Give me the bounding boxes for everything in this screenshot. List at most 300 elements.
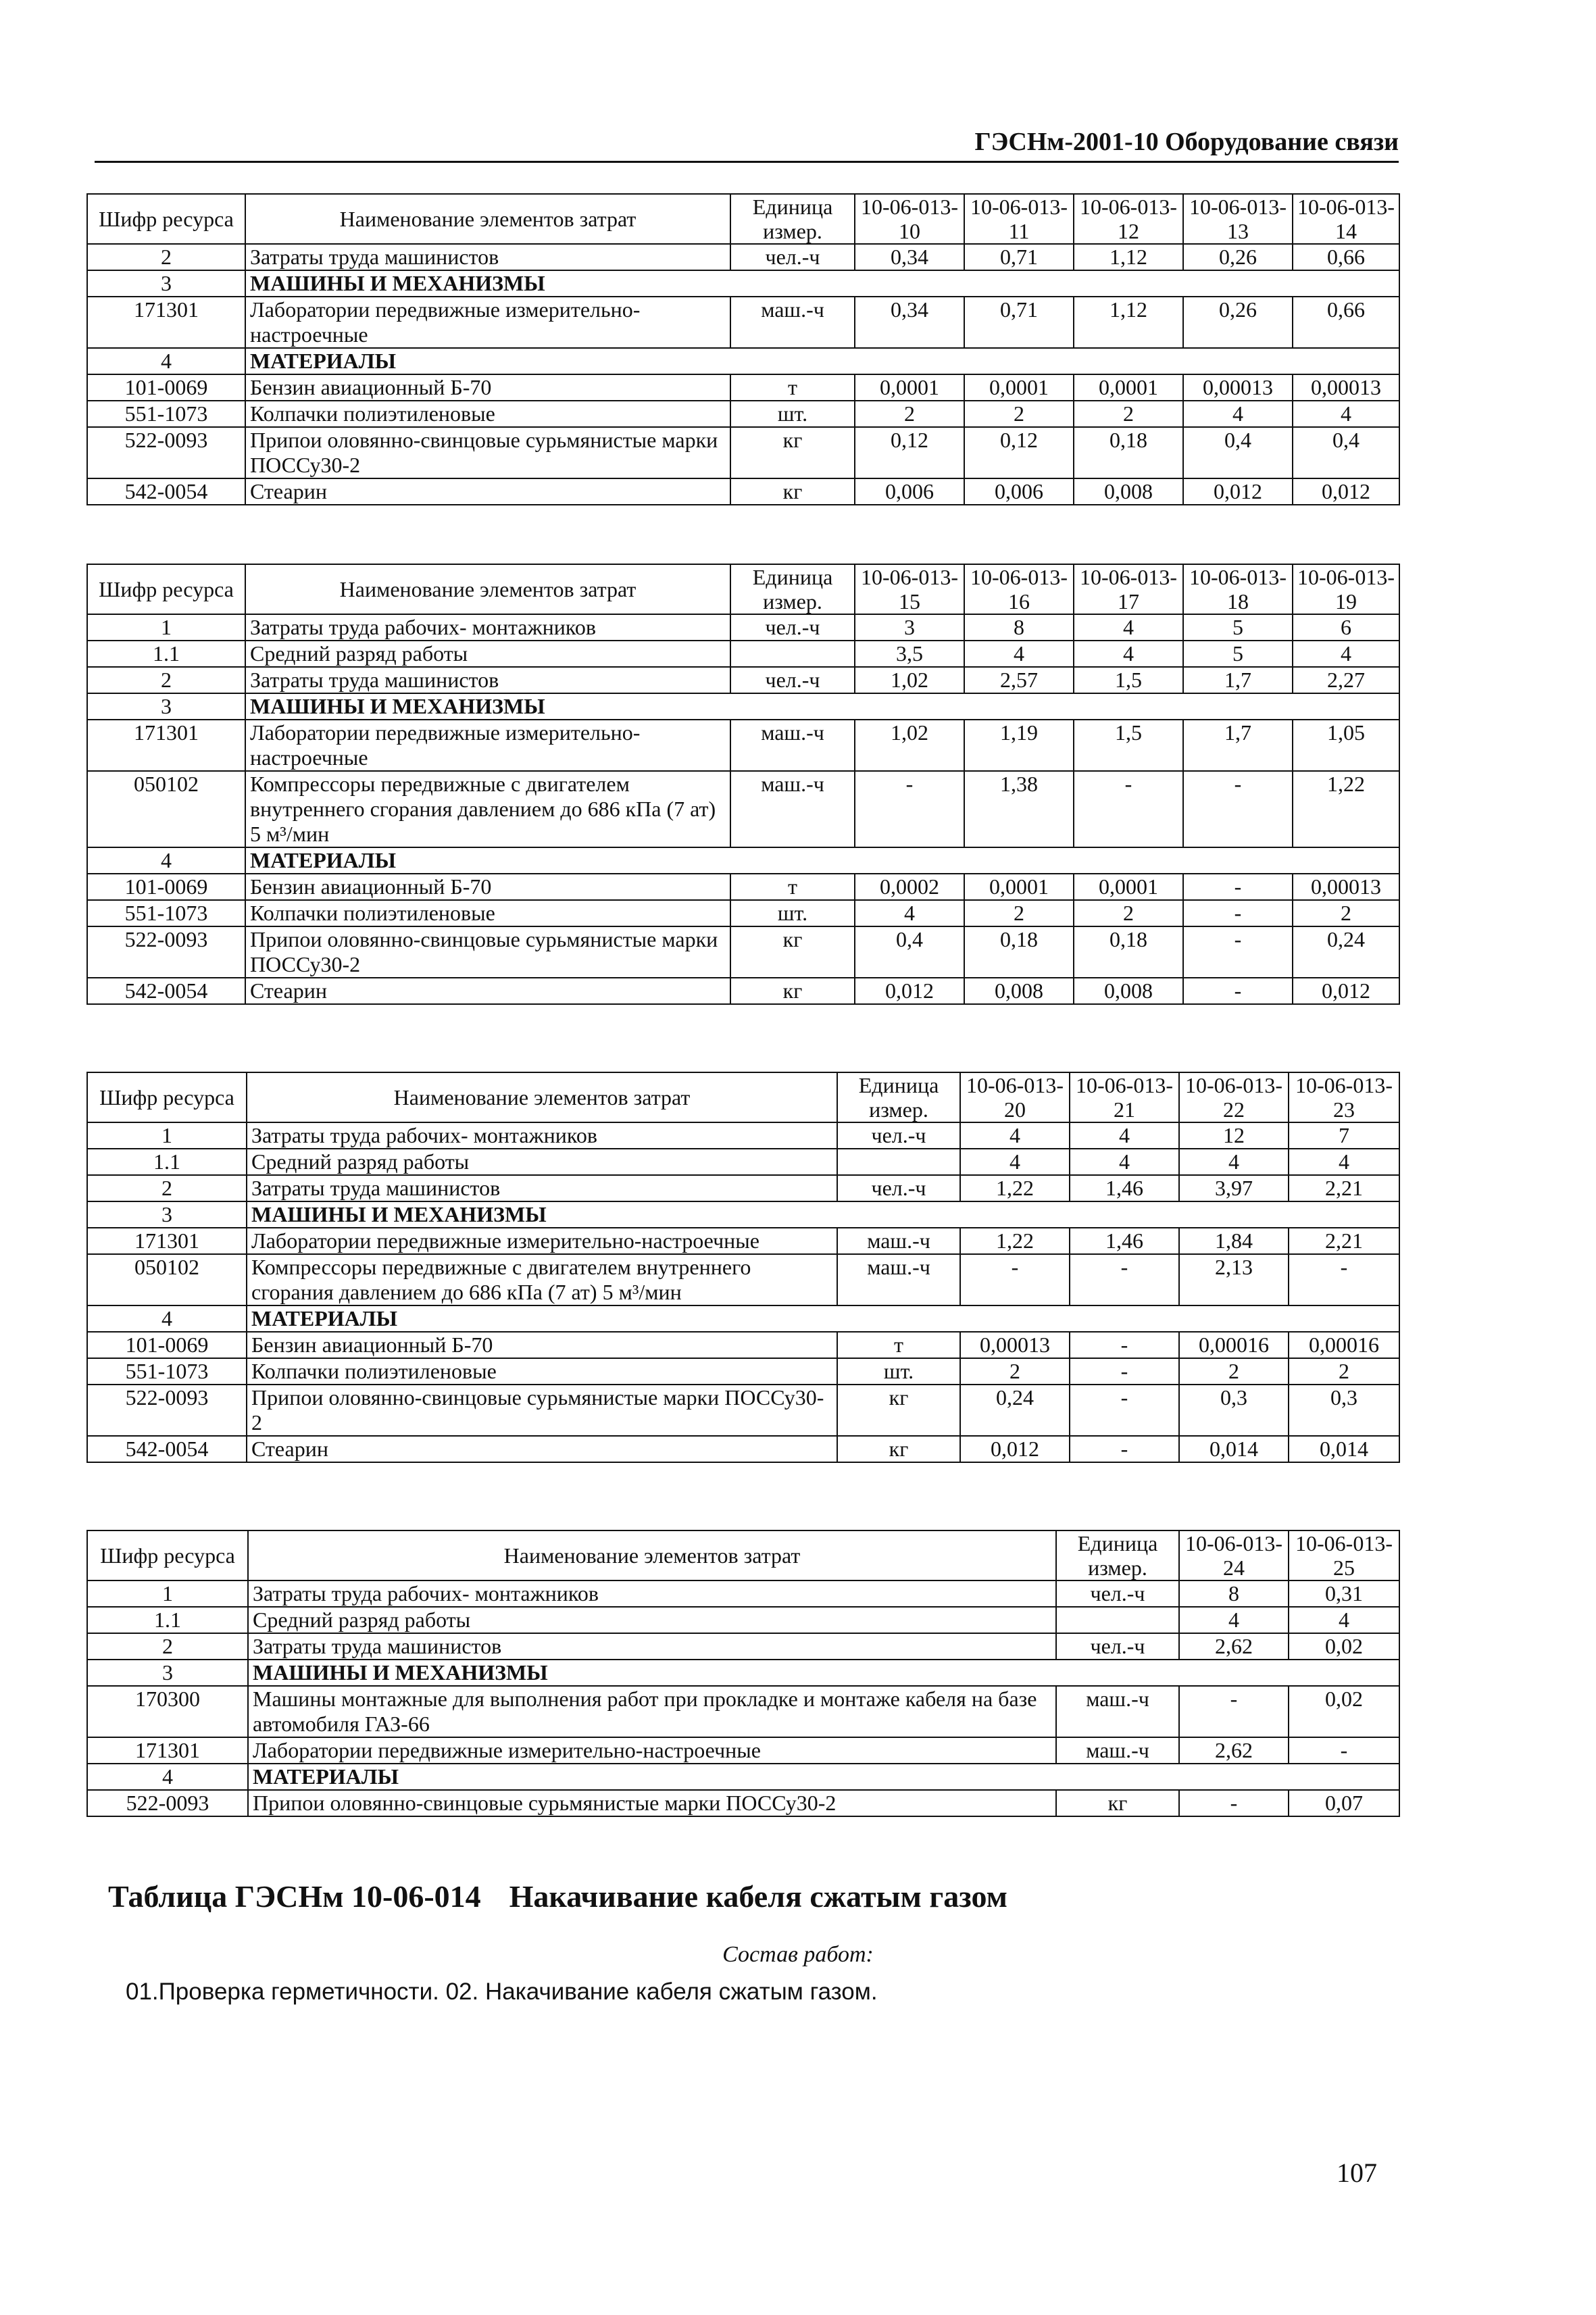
cell-value: 0,4 (1183, 427, 1293, 478)
cell-value: 1,84 (1179, 1228, 1289, 1254)
cell-value: 4 (1293, 641, 1399, 667)
table-row (87, 1607, 1399, 1633)
cell-value: 0,4 (855, 926, 964, 978)
cell-code: 050102 (87, 771, 245, 847)
cell-name: Машины монтажные для выполнения работ при прокладке и монтаже кабеля на базе автомобиля ГАЗ-66 (248, 1686, 1056, 1737)
cell-value: 0,31 (1289, 1580, 1399, 1607)
cell-name: Затраты труда машинистов (247, 1175, 837, 1201)
section-row (87, 348, 1399, 374)
cell-name: Колпачки полиэтиленовые (247, 1358, 837, 1385)
cell-value: 2 (1179, 1358, 1289, 1385)
table-title-name: Накачивание кабеля сжатым газом (509, 1879, 1007, 1914)
cell-unit (837, 1149, 960, 1175)
cell-unit: маш.-ч (1056, 1737, 1179, 1764)
cell-value: - (1074, 771, 1183, 847)
cell-value: 0,014 (1289, 1436, 1399, 1462)
cell-name: Средний разряд работы (247, 1149, 837, 1175)
table-row (87, 1633, 1399, 1660)
cell-unit: чел.-ч (1056, 1633, 1179, 1660)
cell-code: 101-0069 (87, 374, 245, 401)
cell-code: 3 (87, 270, 245, 297)
cell-name: Припои оловянно-свинцовые сурьмянистые марки ПОССу30-2 (245, 427, 730, 478)
cell-value: 0,00013 (1183, 374, 1293, 401)
cell-code: 522-0093 (87, 427, 245, 478)
cell-value: 2 (1074, 900, 1183, 926)
cell-unit: кг (730, 926, 855, 978)
cell-name: Средний разряд работы (248, 1607, 1056, 1633)
table-row (87, 771, 1399, 847)
cell-value: 4 (1070, 1149, 1179, 1175)
cell-value: - (1183, 978, 1293, 1004)
cell-name: Лаборатории передвижные измерительно-настроечные (245, 297, 730, 348)
table-row (87, 1149, 1399, 1175)
cell-name: Компрессоры передвижные с двигателем внутреннего сгорания давлением до 686 кПа (7 ат) 5 м³/мин (247, 1254, 837, 1305)
page-number: 107 (1337, 2158, 1377, 2188)
cell-unit: кг (837, 1436, 960, 1462)
cell-code: 050102 (87, 1254, 247, 1305)
col-header-unit: Единица измер. (1056, 1530, 1179, 1580)
col-header-unit: Единица измер. (730, 194, 855, 244)
cell-unit: кг (837, 1385, 960, 1436)
col-header-unit: Единица измер. (730, 564, 855, 614)
section-row (87, 1660, 1399, 1686)
col-header-name: Наименование элементов затрат (248, 1530, 1056, 1580)
cell-name: Затраты труда машинистов (245, 244, 730, 270)
cell-value: 4 (1074, 641, 1183, 667)
table-row (87, 244, 1399, 270)
table-row (87, 1332, 1399, 1358)
cell-value: 1,38 (964, 771, 1074, 847)
cell-value: 0,0001 (964, 374, 1074, 401)
cell-value: 0,008 (1074, 478, 1183, 505)
cell-value: 1,46 (1070, 1175, 1179, 1201)
works-text: 01.Проверка герметичности. 02. Накачивание кабеля сжатым газом. (126, 1978, 878, 2005)
cell-value: 3 (855, 614, 964, 641)
cell-value: 0,00013 (960, 1332, 1070, 1358)
cell-code: 1.1 (87, 1149, 247, 1175)
cell-value: - (1070, 1436, 1179, 1462)
cell-unit: кг (730, 978, 855, 1004)
col-header-code: Шифр ресурса (87, 1072, 247, 1122)
cell-value: 1,05 (1293, 720, 1399, 771)
cell-code: 171301 (87, 720, 245, 771)
cell-code: 3 (87, 693, 245, 720)
cell-unit: маш.-ч (730, 297, 855, 348)
cell-value: 0,012 (960, 1436, 1070, 1462)
cell-section-title: МАТЕРИАЛЫ (248, 1764, 1399, 1790)
cell-name: Лаборатории передвижные измерительно-настроечные (248, 1737, 1056, 1764)
section-row (87, 693, 1399, 720)
col-header-name: Наименование элементов затрат (247, 1072, 837, 1122)
cell-value: - (1183, 771, 1293, 847)
col-header-code: Шифр ресурса (87, 1530, 248, 1580)
cell-name: Бензин авиационный Б-70 (247, 1332, 837, 1358)
cell-code: 2 (87, 667, 245, 693)
cell-value: 0,07 (1289, 1790, 1399, 1816)
cell-section-title: МАШИНЫ И МЕХАНИЗМЫ (247, 1201, 1399, 1228)
cell-value: 1,22 (960, 1175, 1070, 1201)
cell-name: Затраты труда машинистов (245, 667, 730, 693)
cell-code: 522-0093 (87, 1385, 247, 1436)
cell-value: 0,006 (855, 478, 964, 505)
cell-value: 0,66 (1293, 297, 1399, 348)
cell-value: 0,012 (855, 978, 964, 1004)
cell-value: - (855, 771, 964, 847)
cell-value: 0,24 (1293, 926, 1399, 978)
table-row (87, 1175, 1399, 1201)
cell-value: - (1070, 1385, 1179, 1436)
cell-code: 522-0093 (87, 926, 245, 978)
cell-value: 0,0001 (964, 874, 1074, 900)
cell-code: 551-1073 (87, 401, 245, 427)
cell-value: - (1289, 1737, 1399, 1764)
cell-code: 2 (87, 1633, 248, 1660)
table-row (87, 1436, 1399, 1462)
cell-value: - (1179, 1686, 1289, 1737)
col-header-norm: 10-06-013-11 (964, 194, 1074, 244)
table-row (87, 1254, 1399, 1305)
cell-value: 0,02 (1289, 1686, 1399, 1737)
cell-code: 171301 (87, 1228, 247, 1254)
cell-value: 1,46 (1070, 1228, 1179, 1254)
cell-code: 4 (87, 348, 245, 374)
cell-code: 1.1 (87, 1607, 248, 1633)
cell-value: 6 (1293, 614, 1399, 641)
section-row (87, 1305, 1399, 1332)
cell-value: 4 (1074, 614, 1183, 641)
cell-unit: чел.-ч (730, 614, 855, 641)
cell-value: - (1183, 874, 1293, 900)
cell-value: - (1070, 1332, 1179, 1358)
cell-name: Затраты труда рабочих- монтажников (247, 1122, 837, 1149)
cell-unit: кг (730, 427, 855, 478)
table-row (87, 1580, 1399, 1607)
cell-value: 0,0001 (1074, 374, 1183, 401)
cell-name: Колпачки полиэтиленовые (245, 900, 730, 926)
cell-value: 2,57 (964, 667, 1074, 693)
table-row (87, 1790, 1399, 1816)
cell-unit: чел.-ч (837, 1175, 960, 1201)
cell-value: 0,02 (1289, 1633, 1399, 1660)
cell-value: 2,21 (1289, 1228, 1399, 1254)
col-header-name: Наименование элементов затрат (245, 564, 730, 614)
cell-value: 1,12 (1074, 244, 1183, 270)
table-header (87, 564, 1399, 614)
cell-value: - (1289, 1254, 1399, 1305)
works-heading: Состав работ: (722, 1942, 874, 1967)
cell-value: 0,006 (964, 478, 1074, 505)
cell-code: 1 (87, 614, 245, 641)
cell-value: 1,19 (964, 720, 1074, 771)
cell-value: 0,012 (1293, 978, 1399, 1004)
table-header (87, 1072, 1399, 1122)
cell-unit: т (837, 1332, 960, 1358)
cell-value: 1,02 (855, 667, 964, 693)
table-row (87, 1122, 1399, 1149)
cell-unit: чел.-ч (837, 1122, 960, 1149)
table-row (87, 1385, 1399, 1436)
cell-section-title: МАТЕРИАЛЫ (245, 348, 1399, 374)
cell-value: 2 (964, 401, 1074, 427)
table-title (108, 1878, 1007, 1914)
cell-value: 4 (1289, 1607, 1399, 1633)
table-body (87, 1122, 1399, 1462)
cell-unit: маш.-ч (837, 1228, 960, 1254)
cell-value: 0,18 (1074, 926, 1183, 978)
cell-name: Средний разряд работы (245, 641, 730, 667)
header-row (87, 194, 1399, 244)
cell-value: 7 (1289, 1122, 1399, 1149)
table-row (87, 1358, 1399, 1385)
cell-value: 4 (1289, 1149, 1399, 1175)
cell-value: - (1070, 1254, 1179, 1305)
table-row (87, 926, 1399, 978)
cell-value: 0,012 (1183, 478, 1293, 505)
cell-unit: маш.-ч (730, 720, 855, 771)
cell-value: 4 (855, 900, 964, 926)
cell-code: 1 (87, 1580, 248, 1607)
cell-value: 2,62 (1179, 1737, 1289, 1764)
cell-value: 2 (1293, 900, 1399, 926)
cell-value: 4 (1183, 401, 1293, 427)
cell-code: 522-0093 (87, 1790, 248, 1816)
cell-value: 0,00013 (1293, 374, 1399, 401)
cell-value: 4 (1179, 1149, 1289, 1175)
col-header-norm: 10-06-013-17 (1074, 564, 1183, 614)
resource-table-4 (86, 1530, 1400, 1817)
resource-table-1 (86, 193, 1400, 505)
cell-unit (1056, 1607, 1179, 1633)
cell-value: 1,7 (1183, 720, 1293, 771)
col-header-norm: 10-06-013-16 (964, 564, 1074, 614)
table-row (87, 978, 1399, 1004)
cell-value: 0,18 (964, 926, 1074, 978)
cell-value: 1,22 (960, 1228, 1070, 1254)
resource-table-2 (86, 564, 1400, 1005)
cell-code: 2 (87, 244, 245, 270)
cell-code: 3 (87, 1660, 248, 1686)
col-header-norm: 10-06-013-21 (1070, 1072, 1179, 1122)
cell-value: 0,71 (964, 297, 1074, 348)
col-header-norm: 10-06-013-10 (855, 194, 964, 244)
cell-value: 5 (1183, 641, 1293, 667)
cell-code: 4 (87, 847, 245, 874)
cell-value: 2 (855, 401, 964, 427)
table-header (87, 1530, 1399, 1580)
col-header-norm: 10-06-013-25 (1289, 1530, 1399, 1580)
cell-value: 0,12 (855, 427, 964, 478)
cell-code: 4 (87, 1305, 247, 1332)
cell-value: 2 (1289, 1358, 1399, 1385)
table-row (87, 720, 1399, 771)
col-header-norm: 10-06-013-12 (1074, 194, 1183, 244)
cell-code: 542-0054 (87, 1436, 247, 1462)
cell-value: 0,3 (1179, 1385, 1289, 1436)
cell-value: - (1070, 1358, 1179, 1385)
cell-code: 171301 (87, 1737, 248, 1764)
cell-value: 2,62 (1179, 1633, 1289, 1660)
cell-unit: т (730, 374, 855, 401)
cell-unit: маш.-ч (837, 1254, 960, 1305)
table-row (87, 427, 1399, 478)
cell-code: 551-1073 (87, 900, 245, 926)
cell-value: 0,71 (964, 244, 1074, 270)
table-body (87, 614, 1399, 1004)
cell-value: 0,34 (855, 244, 964, 270)
cell-code: 542-0054 (87, 478, 245, 505)
col-header-norm: 10-06-013-24 (1179, 1530, 1289, 1580)
cell-value: 2 (960, 1358, 1070, 1385)
cell-name: Бензин авиационный Б-70 (245, 374, 730, 401)
cell-value: 1,12 (1074, 297, 1183, 348)
cell-value: 0,008 (1074, 978, 1183, 1004)
cell-unit: шт. (837, 1358, 960, 1385)
section-row (87, 1764, 1399, 1790)
cell-code: 171301 (87, 297, 245, 348)
col-header-code: Шифр ресурса (87, 564, 245, 614)
cell-unit: кг (730, 478, 855, 505)
cell-unit: чел.-ч (730, 667, 855, 693)
resource-table-3 (86, 1072, 1400, 1463)
cell-name: Затраты труда рабочих- монтажников (248, 1580, 1056, 1607)
cell-value: - (1179, 1790, 1289, 1816)
cell-value: 0,014 (1179, 1436, 1289, 1462)
cell-value: 0,26 (1183, 244, 1293, 270)
cell-value: 0,18 (1074, 427, 1183, 478)
cell-value: 0,24 (960, 1385, 1070, 1436)
cell-unit: маш.-ч (730, 771, 855, 847)
cell-name: Лаборатории передвижные измерительно-настроечные (247, 1228, 837, 1254)
table-row (87, 614, 1399, 641)
cell-value: 2 (964, 900, 1074, 926)
cell-value: 1,22 (1293, 771, 1399, 847)
cell-value: - (1183, 926, 1293, 978)
cell-value: 0,12 (964, 427, 1074, 478)
cell-unit: чел.-ч (1056, 1580, 1179, 1607)
cell-code: 2 (87, 1175, 247, 1201)
cell-value: 1,02 (855, 720, 964, 771)
cell-unit: кг (1056, 1790, 1179, 1816)
table-row (87, 1686, 1399, 1737)
cell-code: 1.1 (87, 641, 245, 667)
table-row (87, 374, 1399, 401)
table-title-number: Таблица ГЭСНм 10-06-014 (108, 1879, 481, 1914)
cell-name: Колпачки полиэтиленовые (245, 401, 730, 427)
cell-section-title: МАТЕРИАЛЫ (247, 1305, 1399, 1332)
cell-value: 0,0002 (855, 874, 964, 900)
cell-value: 4 (1179, 1607, 1289, 1633)
table-row (87, 874, 1399, 900)
cell-value: 8 (964, 614, 1074, 641)
table-header (87, 194, 1399, 244)
cell-unit: маш.-ч (1056, 1686, 1179, 1737)
header-row (87, 1072, 1399, 1122)
table-row (87, 297, 1399, 348)
cell-unit: шт. (730, 401, 855, 427)
cell-code: 101-0069 (87, 1332, 247, 1358)
cell-value: 4 (1293, 401, 1399, 427)
cell-value: 3,97 (1179, 1175, 1289, 1201)
cell-value: 2 (1074, 401, 1183, 427)
cell-section-title: МАШИНЫ И МЕХАНИЗМЫ (248, 1660, 1399, 1686)
cell-value: 12 (1179, 1122, 1289, 1149)
cell-value: 0,00013 (1293, 874, 1399, 900)
cell-code: 551-1073 (87, 1358, 247, 1385)
cell-unit: чел.-ч (730, 244, 855, 270)
cell-value: 1,5 (1074, 720, 1183, 771)
cell-unit: т (730, 874, 855, 900)
cell-value: 0,26 (1183, 297, 1293, 348)
col-header-norm: 10-06-013-20 (960, 1072, 1070, 1122)
cell-value: 4 (964, 641, 1074, 667)
cell-name: Припои оловянно-свинцовые сурьмянистые марки ПОССу30-2 (248, 1790, 1056, 1816)
cell-value: 8 (1179, 1580, 1289, 1607)
cell-value: 4 (960, 1122, 1070, 1149)
table-body (87, 244, 1399, 505)
col-header-norm: 10-06-013-22 (1179, 1072, 1289, 1122)
page-header: ГЭСНм-2001-10 Оборудование связи (95, 127, 1399, 163)
cell-name: Стеарин (245, 978, 730, 1004)
section-row (87, 270, 1399, 297)
table-row (87, 478, 1399, 505)
cell-name: Стеарин (245, 478, 730, 505)
cell-value: 2,13 (1179, 1254, 1289, 1305)
cell-code: 101-0069 (87, 874, 245, 900)
table-row (87, 401, 1399, 427)
cell-value: 4 (1070, 1122, 1179, 1149)
cell-code: 3 (87, 1201, 247, 1228)
cell-name: Компрессоры передвижные с двигателем внутреннего сгорания давлением до 686 кПа (7 ат) 5 м³/мин (245, 771, 730, 847)
col-header-norm: 10-06-013-13 (1183, 194, 1293, 244)
cell-value: - (960, 1254, 1070, 1305)
cell-value: 0,008 (964, 978, 1074, 1004)
table-row (87, 641, 1399, 667)
cell-value: - (1183, 900, 1293, 926)
table-row (87, 900, 1399, 926)
cell-name: Лаборатории передвижные измерительно-настроечные (245, 720, 730, 771)
cell-value: 0,4 (1293, 427, 1399, 478)
cell-value: 0,34 (855, 297, 964, 348)
cell-value: 2,27 (1293, 667, 1399, 693)
col-header-norm: 10-06-013-14 (1293, 194, 1399, 244)
col-header-norm: 10-06-013-15 (855, 564, 964, 614)
col-header-norm: 10-06-013-23 (1289, 1072, 1399, 1122)
col-header-norm: 10-06-013-19 (1293, 564, 1399, 614)
table-row (87, 667, 1399, 693)
cell-value: 0,012 (1293, 478, 1399, 505)
table-row (87, 1737, 1399, 1764)
cell-unit: шт. (730, 900, 855, 926)
cell-value: 2,21 (1289, 1175, 1399, 1201)
section-row (87, 1201, 1399, 1228)
col-header-unit: Единица измер. (837, 1072, 960, 1122)
cell-name: Припои оловянно-свинцовые сурьмянистые марки ПОССу30-2 (247, 1385, 837, 1436)
cell-name: Стеарин (247, 1436, 837, 1462)
cell-name: Припои оловянно-свинцовые сурьмянистые марки ПОССу30-2 (245, 926, 730, 978)
header-row (87, 564, 1399, 614)
cell-code: 542-0054 (87, 978, 245, 1004)
cell-value: 0,0001 (1074, 874, 1183, 900)
cell-value: 1,5 (1074, 667, 1183, 693)
cell-name: Затраты труда машинистов (248, 1633, 1056, 1660)
col-header-code: Шифр ресурса (87, 194, 245, 244)
cell-value: 0,00016 (1179, 1332, 1289, 1358)
col-header-norm: 10-06-013-18 (1183, 564, 1293, 614)
table-row (87, 1228, 1399, 1254)
cell-code: 4 (87, 1764, 248, 1790)
cell-value: 0,66 (1293, 244, 1399, 270)
cell-unit (730, 641, 855, 667)
